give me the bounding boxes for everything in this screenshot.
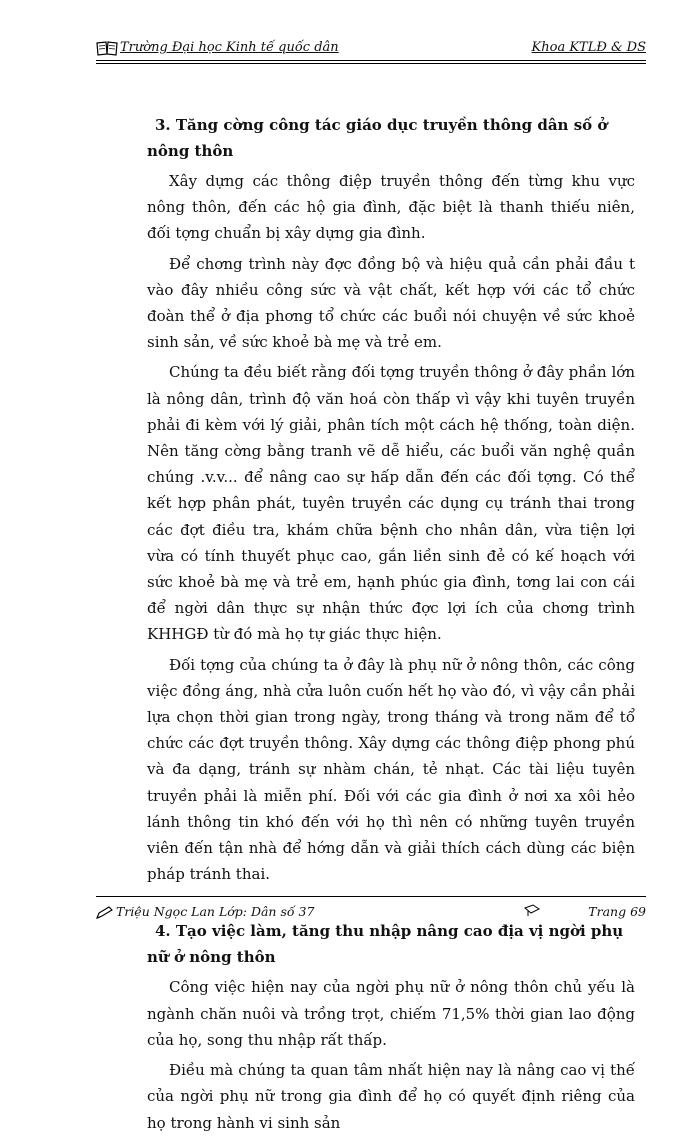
page-footer [96, 904, 646, 926]
section-4-paragraph-1: Công việc hiện nay của ngời phụ nữ ở nông thôn chủ yếu là ngành chăn nuôi và trồng trọt, chiếm 71,5% thời gian lao động của họ, song thu nhập rất thấp. [147, 978, 635, 1049]
page-content [147, 112, 635, 1136]
footer-author: Triệu Ngọc Lan Lớp: Dân số 37 [116, 904, 315, 919]
section-4-paragraph-2: Điều mà chúng ta quan tâm nhất hiện nay là nâng cao vị thế của ngời phụ nữ trong gia đình để họ có quyết định riêng của họ trong hành vi sinh sản [147, 1061, 635, 1132]
header-university: Trường Đại học Kinh tế quốc dân [120, 40, 339, 55]
section-3-paragraph-1: Xây dựng các thông điệp truyền thông đến từng khu vực nông thôn, đến các hộ gia đình, đặc biệt là thanh thiếu niên, đối tợng chuẩn bị xây dựng gia đình. [147, 172, 635, 243]
section-3-heading: 3. Tăng cờng công tác giáo dục truyền thông dân số ở nông thôn [147, 116, 608, 160]
header-faculty: Khoa KTLĐ & DS [531, 40, 646, 55]
book-icon [96, 40, 118, 56]
header-divider [96, 60, 646, 64]
page-icon [524, 904, 540, 918]
section-3-paragraph-2: Để chơng trình này đợc đồng bộ và hiệu quả cần phải đầu t vào đây nhiều công sức và vật chất, kết hợp với các tổ chức đoàn thể ở địa phơng tổ chức các buổi nói chuyện về sức khoẻ sinh sản, về sức khoẻ bà mẹ và trẻ em. [147, 254, 635, 352]
section-3-paragraph-3: Chúng ta đều biết rằng đối tợng truyền thông ở đây phần lớn là nông dân, trình độ văn hoá còn thấp vì vậy khi tuyên truyền phải đi kèm với lý giải, phân tích một cách hệ thống, toàn diện. Nên tăng cờng bằng tranh vẽ dễ hiểu, các buổi văn nghệ quần chúng .v.v... để nâng cao sự hấp dẫn đến các đối tợng. Có thể kết hợp phân phát, tuyên truyền các dụng cụ tránh thai trong các đợt điều tra, khám chữa bệnh cho nhân dân, vừa tiện lợi vừa có tính thuyết phục cao, gắn liền sinh đẻ có kế hoạch với sức khoẻ bà mẹ và trẻ em, hạnh phúc gia đình, tơng lai con cái để ngời dân thực sự nhận thức đợc lợi ích của chơng trình KHHGĐ từ đó mà họ tự giác thực hiện. [147, 363, 635, 644]
section-4-heading: 4. Tạo việc làm, tăng thu nhập nâng cao địa vị ngời phụ nữ ở nông thôn [147, 922, 624, 967]
pen-icon [96, 906, 114, 920]
section-3-paragraph-4: Đối tợng của chúng ta ở đây là phụ nữ ở nông thôn, các công việc đồng áng, nhà cửa luôn cuốn hết họ vào đó, vì vậy cần phải lựa chọn thời gian trong ngày, trong tháng và trong năm để tổ chức các đợt truyền thông. Xây dựng các thông điệp phong phú và đa dạng, tránh sự nhàm chán, tẻ nhạt. Các tài liệu tuyên truyền phải là miễn phí. Đối với các gia đình ở nơi xa xôi hẻo lánh thông tin khó đến với họ thì nên có những tuyên truyền viên đến tận nhà để hớng dẫn và giải thích cách dùng các biện pháp tránh thai. [147, 655, 635, 884]
footer-divider [96, 896, 646, 897]
footer-page-number: Trang 69 [588, 904, 646, 919]
